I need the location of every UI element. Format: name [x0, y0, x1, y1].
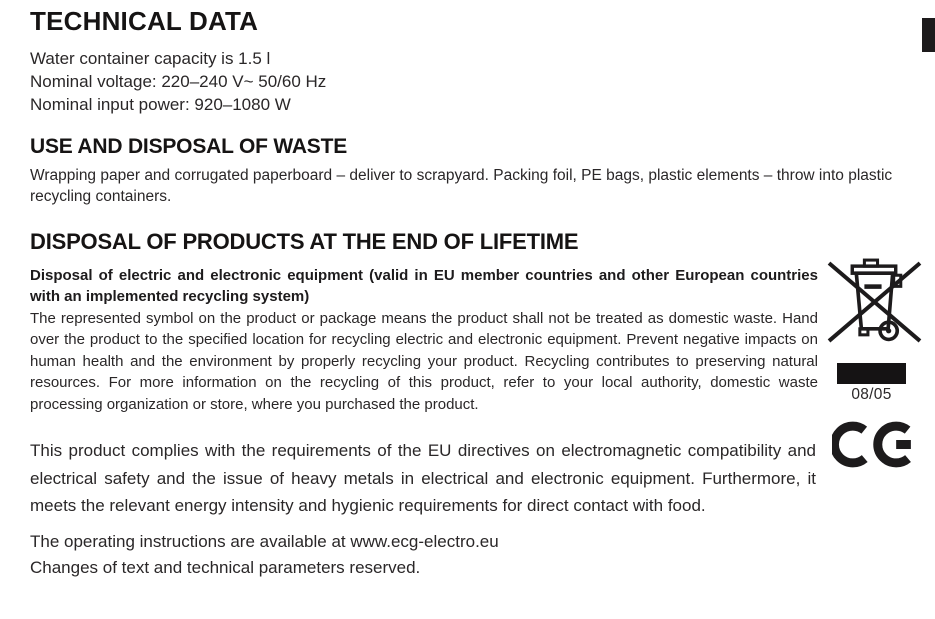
compliance-paragraph: This product complies with the requirements of the EU directives on electromagnetic compatibility and electrical safety and the issue of heavy metals in electrical and electronic equipment. Furthermore, it meets the relevant energy intensity and hygienic requirements for direct contact with food. [30, 441, 816, 516]
technical-data-line-capacity: Water container capacity is 1.5 l [30, 48, 271, 68]
footer-lines [30, 529, 916, 581]
technical-data-line-power: Nominal input power: 920–1080 W [30, 94, 291, 114]
page-edge-tab [922, 18, 935, 52]
weee-black-bar [837, 363, 906, 384]
ce-mark-icon [832, 419, 917, 470]
technical-data-heading: TECHNICAL DATA [30, 6, 259, 36]
waste-body-paragraph: Wrapping paper and corrugated paperboard – deliver to scrapyard. Packing foil, PE bags, plastic elements – throw into plastic recycling containers. [30, 166, 893, 205]
weee-crossed-bin-icon [826, 254, 923, 349]
technical-data-list [30, 47, 916, 116]
technical-data-line-voltage: Nominal voltage: 220–240 V~ 50/60 Hz [30, 71, 327, 91]
page-content [30, 7, 916, 581]
weee-date-label: 08/05 [851, 386, 892, 403]
footer-instructions-line: The operating instructions are available at www.ecg-electro.eu [30, 531, 499, 551]
lifetime-bold-intro: Disposal of electric and electronic equipment (valid in EU member countries and other European countries with an implemented recycling system) [30, 266, 818, 305]
lifetime-body-paragraph: The represented symbol on the product or package means the product shall not be treated as domestic waste. Hand over the product to the specified location for recycling electric and electronic equipment. Prevent negative impacts on human health and the environment by properly recycling your product. Recycling contributes to preserving natural resources. For more information on the recycling of this product, refer to your local authority, domestic waste processing organization or store, where you purchased the product. [30, 309, 818, 413]
waste-heading: USE AND DISPOSAL OF WASTE [30, 134, 348, 158]
footer-reserved-line: Changes of text and technical parameters reserved. [30, 557, 421, 577]
lifetime-text-column [30, 265, 818, 416]
lifetime-heading: DISPOSAL OF PRODUCTS AT THE END OF LIFETIME [30, 228, 579, 254]
